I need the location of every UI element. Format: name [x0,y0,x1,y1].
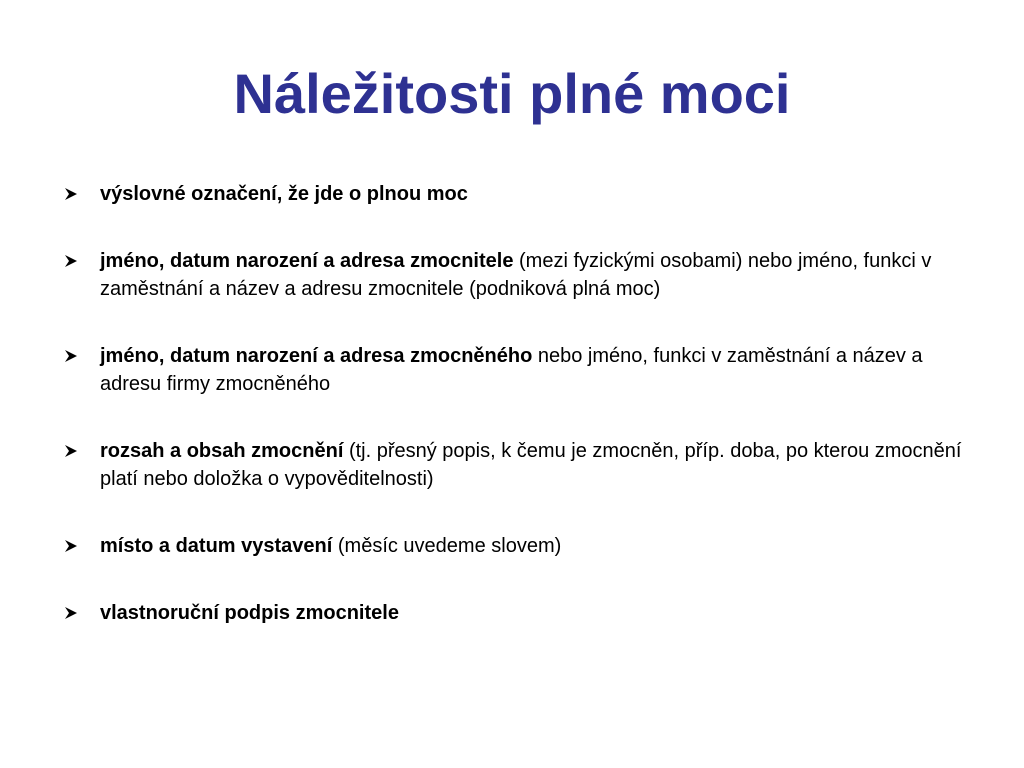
bullet-bold-text: rozsah a obsah zmocnění [100,440,344,462]
bullet-bold-text: místo a datum vystavení [100,535,333,557]
bullet-bold-text: vlastnoruční podpis zmocnitele [100,602,399,624]
bullet-text: nebo jméno, funkci v zaměstnání a název a adresu firmy zmocněného [100,345,923,395]
list-item [64,599,964,627]
bullet-text: (měsíc uvedeme slovem) [332,535,562,557]
page-title: Náležitosti plné moci [233,62,791,125]
bullet-list [64,180,964,666]
arrowhead-bullet-icon [64,444,78,458]
list-item [64,180,964,208]
arrowhead-bullet-icon [64,606,78,620]
arrowhead-bullet-icon [64,254,78,268]
bullet-text: (mezi fyzickými osobami) nebo jméno, funkci v zaměstnání a název a adresu zmocnitele (podniková plná moc) [100,250,932,300]
bullet-bold-text: jméno, datum narození a adresa zmocněného [100,345,533,367]
bullet-bold-text: výslovné označení, že jde o plnou moc [100,183,468,205]
bullet-bold-text: jméno, datum narození a adresa zmocnitele [100,250,514,272]
arrowhead-bullet-icon [64,187,78,201]
list-item [64,532,964,560]
list-item [64,247,964,303]
arrowhead-bullet-icon [64,349,78,363]
arrowhead-bullet-icon [64,539,78,553]
list-item [64,342,964,398]
list-item [64,437,964,493]
bullet-text: (tj. přesný popis, k čemu je zmocněn, příp. doba, po kterou zmocnění platí nebo doložka o vypověditelnosti) [100,440,962,490]
